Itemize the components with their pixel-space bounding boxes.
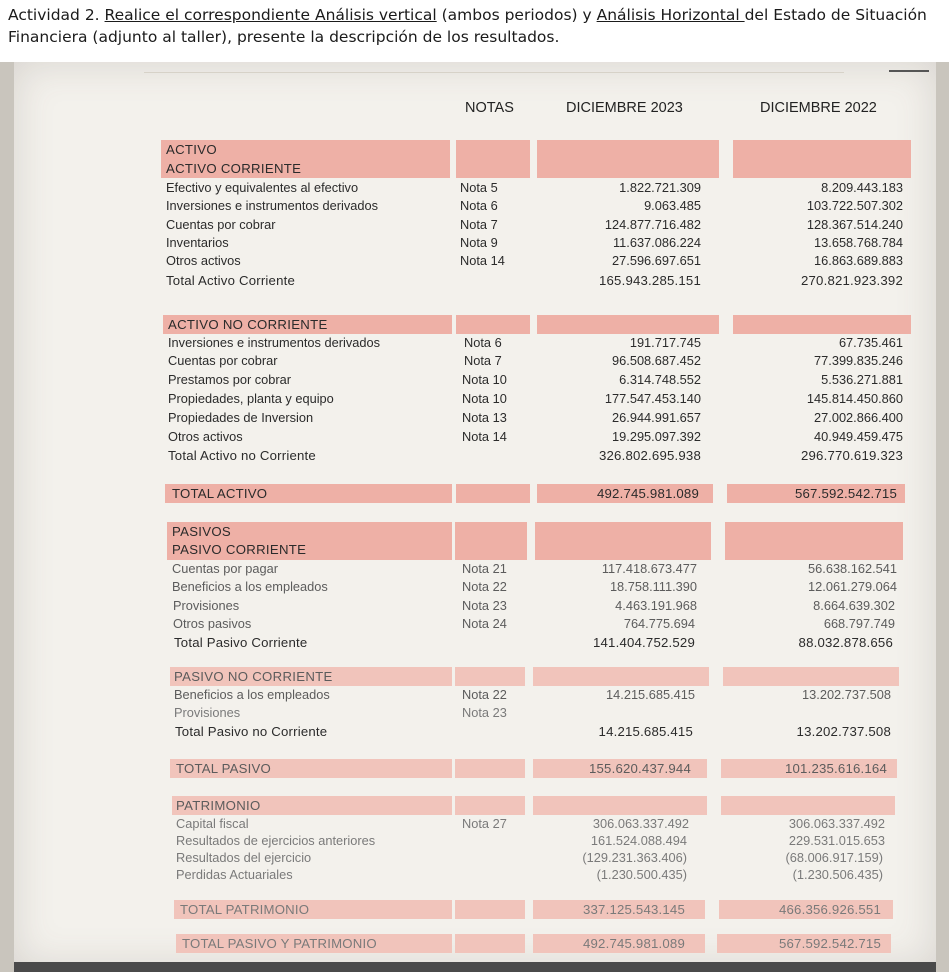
row-label: TOTAL ACTIVO bbox=[172, 486, 268, 501]
table-row bbox=[0, 334, 949, 352]
row-label: Cuentas por cobrar bbox=[166, 217, 276, 232]
table-row bbox=[0, 252, 949, 270]
row-value-2022: 13.202.737.508 bbox=[796, 724, 891, 739]
row-value-2023: 337.125.543.145 bbox=[582, 902, 685, 917]
row-activo-no-corriente bbox=[0, 316, 949, 334]
row-value-2022: 16.863.689.883 bbox=[814, 253, 903, 268]
row-activo-corriente bbox=[0, 160, 949, 178]
row-value-2023: 306.063.337.492 bbox=[592, 816, 689, 831]
table-row bbox=[0, 409, 949, 427]
table-row bbox=[0, 390, 949, 408]
table-row bbox=[0, 849, 949, 867]
row-label: TOTAL PASIVO Y PATRIMONIO bbox=[182, 936, 377, 951]
row-label: Perdidas Actuariales bbox=[176, 867, 293, 882]
row-label: Resultados de ejercicios anteriores bbox=[176, 833, 376, 848]
row-nota: Nota 22 bbox=[462, 687, 507, 702]
row-activo bbox=[0, 141, 949, 159]
row-nota: Nota 22 bbox=[462, 579, 507, 594]
row-pasivos bbox=[0, 523, 949, 541]
row-value-2022: 77.399.835.246 bbox=[814, 353, 903, 368]
table-row bbox=[0, 615, 949, 633]
row-pasivo-no-corriente bbox=[0, 668, 949, 686]
row-label: Efectivo y equivalentes al efectivo bbox=[166, 180, 359, 195]
row-patrimonio bbox=[0, 797, 949, 815]
row-label: ACTIVO NO CORRIENTE bbox=[168, 317, 328, 332]
row-value-2023: 1.822.721.309 bbox=[619, 180, 701, 195]
row-label: Resultados del ejercicio bbox=[176, 850, 312, 865]
row-label: Total Pasivo no Corriente bbox=[175, 724, 328, 739]
row-value-2023: 165.943.285.151 bbox=[598, 273, 701, 288]
paper-rule bbox=[144, 72, 844, 73]
row-nota: Nota 27 bbox=[462, 816, 507, 831]
row-nota: Nota 23 bbox=[462, 598, 507, 613]
row-nota: Nota 13 bbox=[462, 410, 507, 425]
row-label: PASIVO CORRIENTE bbox=[172, 542, 307, 557]
table-row bbox=[0, 597, 949, 615]
row-label: Provisiones bbox=[173, 598, 240, 613]
row-value-2022: 88.032.878.656 bbox=[798, 635, 893, 650]
row-label: ACTIVO bbox=[166, 142, 217, 157]
row-total-pasivo-no-corriente bbox=[0, 723, 949, 741]
row-value-2022: 27.002.866.400 bbox=[814, 410, 903, 425]
row-total-pasivo-y-patrimonio bbox=[0, 935, 949, 953]
row-value-2022: 13.658.768.784 bbox=[814, 235, 903, 250]
vertical-analysis-text: Realice el correspondiente Análisis vertical bbox=[104, 6, 437, 24]
row-value-2022: 13.202.737.508 bbox=[802, 687, 891, 702]
row-value-2023: 4.463.191.968 bbox=[615, 598, 697, 613]
table-row bbox=[0, 704, 949, 722]
row-value-2022: 56.638.162.541 bbox=[808, 561, 897, 576]
row-value-2023: 177.547.453.140 bbox=[604, 391, 701, 406]
row-label: PASIVOS bbox=[172, 524, 232, 539]
row-label: Capital fiscal bbox=[176, 816, 249, 831]
row-nota: Nota 9 bbox=[460, 235, 498, 250]
row-total-patrimonio bbox=[0, 901, 949, 919]
header-notas: NOTAS bbox=[465, 100, 514, 116]
row-value-2022: 270.821.923.392 bbox=[800, 273, 903, 288]
row-value-2023: 492.745.981.089 bbox=[582, 936, 685, 951]
row-value-2022: 306.063.337.492 bbox=[788, 816, 885, 831]
row-label: Total Activo no Corriente bbox=[168, 448, 316, 463]
row-label: PATRIMONIO bbox=[176, 798, 261, 813]
activity-prefix: Actividad 2. bbox=[8, 6, 105, 24]
row-label: PASIVO NO CORRIENTE bbox=[174, 669, 333, 684]
paper-dash-mark bbox=[889, 70, 929, 72]
row-value-2022: 466.356.926.551 bbox=[778, 902, 881, 917]
row-value-2023: 124.877.716.482 bbox=[604, 217, 701, 232]
instructions-connector: (ambos periodos) y bbox=[436, 6, 597, 24]
row-label: Beneficios a los empleados bbox=[174, 687, 330, 702]
row-value-2022: 229.531.015.653 bbox=[788, 833, 885, 848]
row-nota: Nota 7 bbox=[464, 353, 502, 368]
row-value-2023: 96.508.687.452 bbox=[612, 353, 701, 368]
row-label: TOTAL PASIVO bbox=[176, 761, 271, 776]
row-label: TOTAL PATRIMONIO bbox=[180, 902, 310, 917]
row-label: Cuentas por cobrar bbox=[168, 353, 278, 368]
row-label: Propiedades, planta y equipo bbox=[168, 391, 334, 406]
row-label: Inventarios bbox=[166, 235, 229, 250]
horizontal-analysis-text: Análisis Horizontal bbox=[596, 6, 745, 24]
row-value-2022: 40.949.459.475 bbox=[814, 429, 903, 444]
row-value-2023: 14.215.685.415 bbox=[606, 687, 695, 702]
row-value-2022: 128.367.514.240 bbox=[806, 217, 903, 232]
row-value-2023: 18.758.111.390 bbox=[609, 579, 697, 594]
row-nota: Nota 23 bbox=[462, 705, 507, 720]
row-nota: Nota 10 bbox=[462, 372, 507, 387]
row-total-activo bbox=[0, 485, 949, 503]
table-row bbox=[0, 179, 949, 197]
row-value-2023: 141.404.752.529 bbox=[592, 635, 695, 650]
row-nota: Nota 10 bbox=[462, 391, 507, 406]
header-dic-2023: DICIEMBRE 2023 bbox=[566, 100, 683, 116]
paper-bottom-edge bbox=[14, 962, 936, 972]
row-value-2023: 9.063.485 bbox=[644, 198, 701, 213]
row-value-2022: 145.814.450.860 bbox=[806, 391, 903, 406]
row-value-2023: 155.620.437.944 bbox=[588, 761, 691, 776]
row-label: Inversiones e instrumentos derivados bbox=[166, 198, 378, 213]
row-value-2023: (1.230.500.435) bbox=[596, 867, 687, 882]
row-value-2022: 101.235.616.164 bbox=[784, 761, 887, 776]
table-row bbox=[0, 832, 949, 850]
row-value-2022: 67.735.461 bbox=[838, 335, 903, 350]
table-row bbox=[0, 428, 949, 446]
row-value-2022: 8.664.639.302 bbox=[813, 598, 895, 613]
row-value-2022: 567.592.542.715 bbox=[778, 936, 881, 951]
table-row bbox=[0, 352, 949, 370]
table-row bbox=[0, 234, 949, 252]
row-label: Cuentas por pagar bbox=[172, 561, 278, 576]
row-nota: Nota 6 bbox=[460, 198, 498, 213]
row-nota: Nota 21 bbox=[462, 561, 507, 576]
row-label: Propiedades de Inversion bbox=[168, 410, 314, 425]
row-value-2023: (129.231.363.406) bbox=[582, 850, 687, 865]
row-value-2022: 5.536.271.881 bbox=[821, 372, 903, 387]
table-row bbox=[0, 560, 949, 578]
table-row bbox=[0, 216, 949, 234]
table-row bbox=[0, 371, 949, 389]
row-label: Otros activos bbox=[168, 429, 243, 444]
row-label: Otros activos bbox=[166, 253, 241, 268]
row-nota: Nota 6 bbox=[464, 335, 502, 350]
row-label: Otros pasivos bbox=[173, 616, 252, 631]
table-row bbox=[0, 578, 949, 596]
row-value-2023: 764.775.694 bbox=[623, 616, 695, 631]
row-value-2023: 117.418.673.477 bbox=[601, 561, 697, 576]
row-label: Total Activo Corriente bbox=[166, 273, 296, 288]
row-total-pasivo bbox=[0, 760, 949, 778]
row-value-2023: 492.745.981.089 bbox=[596, 486, 699, 501]
table-row bbox=[0, 815, 949, 833]
table-row bbox=[0, 686, 949, 704]
table-row bbox=[0, 866, 949, 884]
row-nota: Nota 14 bbox=[460, 253, 505, 268]
row-value-2023: 27.596.697.651 bbox=[612, 253, 701, 268]
row-nota: Nota 5 bbox=[460, 180, 498, 195]
row-value-2023: 326.802.695.938 bbox=[598, 448, 701, 463]
row-value-2023: 6.314.748.552 bbox=[619, 372, 701, 387]
row-label: Beneficios a los empleados bbox=[172, 579, 328, 594]
activity-instructions bbox=[0, 0, 949, 62]
row-value-2022: 12.061.279.064 bbox=[808, 579, 897, 594]
row-value-2022: 296.770.619.323 bbox=[800, 448, 903, 463]
row-nota: Nota 14 bbox=[462, 429, 507, 444]
row-value-2022: 668.797.749 bbox=[823, 616, 895, 631]
row-total-activo-corriente bbox=[0, 272, 949, 290]
row-value-2023: 11.637.086.224 bbox=[612, 235, 701, 250]
row-label: Provisiones bbox=[174, 705, 241, 720]
row-label: Prestamos por cobrar bbox=[168, 372, 292, 387]
row-value-2023: 19.295.097.392 bbox=[612, 429, 701, 444]
row-value-2022: 103.722.507.302 bbox=[806, 198, 903, 213]
row-value-2023: 191.717.745 bbox=[629, 335, 701, 350]
row-value-2023: 26.944.991.657 bbox=[612, 410, 701, 425]
row-value-2023: 161.524.088.494 bbox=[590, 833, 687, 848]
row-value-2022: 8.209.443.183 bbox=[821, 180, 903, 195]
row-label: Total Pasivo Corriente bbox=[174, 635, 308, 650]
row-total-pasivo-corriente bbox=[0, 634, 949, 652]
row-label: Inversiones e instrumentos derivados bbox=[168, 335, 380, 350]
row-value-2023: 14.215.685.415 bbox=[598, 724, 693, 739]
header-dic-2022: DICIEMBRE 2022 bbox=[760, 100, 877, 116]
table-row bbox=[0, 197, 949, 215]
row-value-2022: (1.230.506.435) bbox=[792, 867, 883, 882]
row-pasivo-corriente bbox=[0, 541, 949, 559]
row-value-2022: (68.006.917.159) bbox=[785, 850, 883, 865]
row-value-2022: 567.592.542.715 bbox=[794, 486, 897, 501]
row-nota: Nota 7 bbox=[460, 217, 498, 232]
instructions-tail: del Estado de Situación Financiera (adjunto al taller), presente la descripción de los resultados. bbox=[8, 6, 927, 46]
row-total-activo-no-corriente bbox=[0, 447, 949, 465]
row-label: ACTIVO CORRIENTE bbox=[166, 161, 302, 176]
row-nota: Nota 24 bbox=[462, 616, 507, 631]
